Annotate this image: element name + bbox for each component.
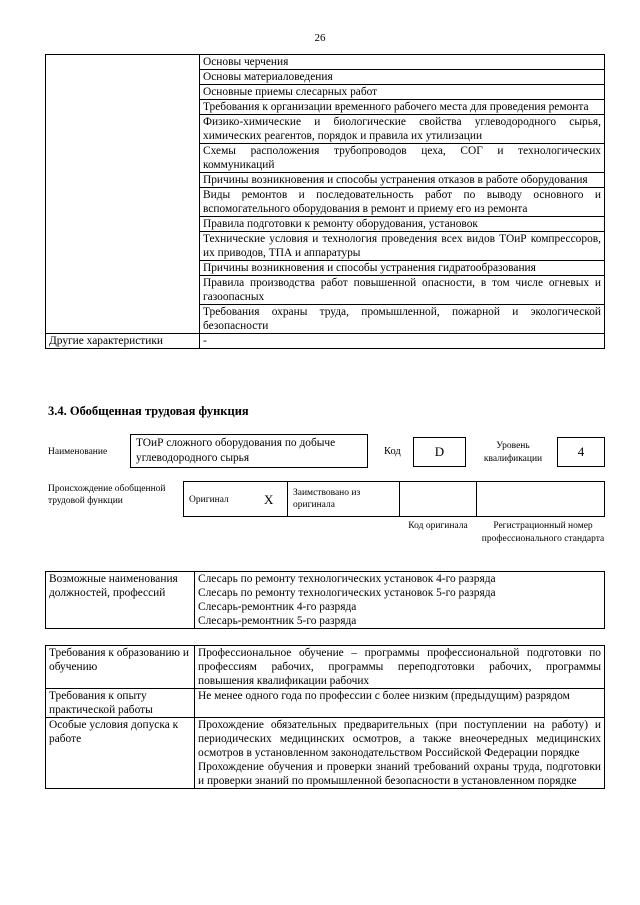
- original-mark: X: [264, 492, 274, 507]
- position-item: Слесарь по ремонту технологических установок 5-го разряда: [198, 587, 496, 599]
- function-name-box: [130, 434, 368, 468]
- knowledge-item: Требования охраны труда, промышленной, пожарной и экологической безопасности: [200, 305, 605, 334]
- origin-label: Происхождение обобщенной трудовой функции: [48, 484, 166, 506]
- knowledge-item: Основы материаловедения: [200, 70, 605, 85]
- knowledge-item: Физико-химические и биологические свойства углеводородного сырья, химических реагентов, порядок и правила их утилизации: [200, 115, 605, 144]
- education-value: Профессиональное обучение – программы профессиональной подготовки по профессиям рабочих, программы переподготовки рабочих, программы повышения квалификации рабочих: [195, 646, 605, 689]
- position-item: Слесарь-ремонтник 4-го разряда: [198, 601, 357, 613]
- other-characteristics-label: Другие характеристики: [46, 334, 200, 349]
- knowledge-item: Виды ремонтов и последовательность работ по выводу основного и вспомогательного оборудования в ремонт и приему его из ремонта: [200, 188, 605, 217]
- origin-code-caption: Код оригинала: [408, 521, 468, 531]
- page-number: 26: [314, 32, 326, 44]
- borrowed-cell: [287, 481, 400, 517]
- admission-medical: Прохождение обязательных предварительных (при поступлении на работу) и периодических медицинских осмотров, а также внеочередных медицинских осмотров в установленном законодательством Российской Федерации порядке: [198, 719, 601, 759]
- level-box: [557, 437, 605, 467]
- positions-values: [195, 572, 605, 629]
- knowledge-label-cell: [46, 55, 200, 334]
- knowledge-item: Правила производства работ повышенной опасности, в том числе огневых и газоопасных: [200, 276, 605, 305]
- knowledge-item: Технические условия и технология проведения всех видов ТОиР компрессоров, их приводов, ТПА и аппаратуры: [200, 232, 605, 261]
- code-value: D: [434, 444, 445, 459]
- level-value: 4: [577, 444, 585, 459]
- code-label: Код: [384, 446, 401, 457]
- position-item: Слесарь-ремонтник 5-го разряда: [198, 615, 357, 627]
- borrowed-label: Заимствовано из оригинала: [293, 488, 361, 510]
- section-title: 3.4. Обобщенная трудовая функция: [48, 404, 249, 418]
- experience-label: Требования к опыту практической работы: [46, 689, 195, 718]
- knowledge-item: Правила подготовки к ремонту оборудования, установок: [200, 217, 605, 232]
- knowledge-item: Схемы расположения трубопроводов цеха, СОГ и технологических коммуникаций: [200, 144, 605, 173]
- positions-table: [45, 571, 605, 629]
- requirements-table: [45, 645, 605, 789]
- admission-value: [195, 718, 605, 789]
- origin-reg-cell: [476, 481, 605, 517]
- admission-training: Прохождение обучения и проверки знаний требований охраны труда, подготовки и проверки знаний по промышленной безопасности в установленном порядке: [198, 761, 601, 787]
- knowledge-item: Требования к организации временного рабочего места для проведения ремонта: [200, 100, 605, 115]
- positions-label: Возможные наименования должностей, профессий: [46, 572, 195, 629]
- knowledge-item: Основные приемы слесарных работ: [200, 85, 605, 100]
- education-label: Требования к образованию и обучению: [46, 646, 195, 689]
- position-item: Слесарь по ремонту технологических установок 4-го разряда: [198, 573, 496, 585]
- level-label: Уровень квалификации: [483, 441, 543, 464]
- other-characteristics-value: -: [200, 334, 605, 349]
- experience-value: Не менее одного года по профессии с более низким (предыдущим) разрядом: [195, 689, 605, 718]
- origin-code-cell: [399, 481, 477, 517]
- knowledge-item: Причины возникновения и способы устранения гидратообразования: [200, 261, 605, 276]
- name-label: Наименование: [48, 447, 108, 457]
- knowledge-item: Причины возникновения и способы устранения отказов в работе оборудования: [200, 173, 605, 188]
- function-name-value: ТОиР сложного оборудования по добыче углеводородного сырья: [136, 437, 336, 464]
- admission-label: Особые условия допуска к работе: [46, 718, 195, 789]
- original-cell: [183, 481, 288, 517]
- code-box: [413, 437, 466, 467]
- knowledge-table: [45, 54, 605, 349]
- knowledge-item: Основы черчения: [200, 55, 605, 70]
- origin-reg-caption: Регистрационный номер профессионального стандарта: [481, 521, 605, 544]
- original-label: Оригинал: [189, 495, 229, 505]
